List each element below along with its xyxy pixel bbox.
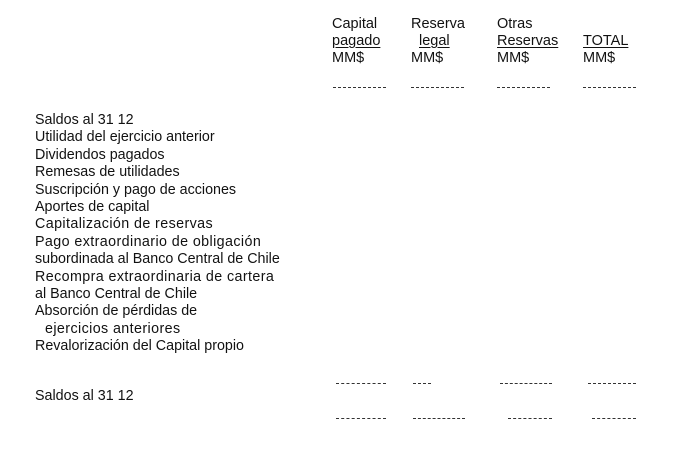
column-header-line1: Reserva [411,16,465,32]
column-header-capital-pagado [332,16,380,67]
bottom-rule-reserva [413,418,465,419]
column-header-unit: MM$ [411,50,444,66]
bottom-rule-capital [336,418,386,419]
row-label: Pago extraordinario de obligación [35,233,262,250]
column-header-line2: legal [419,33,450,49]
row-label: subordinada al Banco Central de Chile [35,251,280,268]
bottom-rule-total [592,418,636,419]
row-label: Capitalización de reservas [35,216,214,233]
column-header-line1: Otras [497,16,533,32]
column-header-line2: TOTAL [583,33,629,49]
bottom-rule-otras [508,418,552,419]
subtotal-rule-reserva [413,383,431,384]
final-row-label: Saldos al 31 12 [35,388,134,404]
row-label: Recompra extraordinaria de cartera [35,268,275,285]
row-label: Remesas de utilidades [35,164,180,181]
column-header-line2: pagado [332,33,381,49]
column-header-line1 [583,16,628,33]
column-header-unit: MM$ [497,50,530,66]
row-label: Suscripción y pago de acciones [35,181,237,198]
column-header-unit: MM$ [583,50,616,66]
column-header-otras-reservas [497,16,558,67]
row-label: Utilidad del ejercicio anterior [35,129,215,146]
row-label: al Banco Central de Chile [35,286,198,303]
row-label: Saldos al 31 12 [35,112,134,128]
column-header-line2: Reservas [497,33,559,49]
row-label: Revalorización del Capital propio [35,338,245,355]
row-label: Dividendos pagados [35,146,165,163]
subtotal-rule-otras [500,383,552,384]
row-label: Absorción de pérdidas de [35,303,198,320]
subtotal-rule-total [588,383,636,384]
header-rule-capital [333,87,386,88]
row-label: ejercicios anteriores [45,320,181,337]
header-rule-otras [497,87,550,88]
header-rule-total [583,87,636,88]
column-header-total [583,16,628,67]
column-header-unit: MM$ [332,50,365,66]
row-labels [35,112,280,356]
header-rule-reserva [411,87,464,88]
column-header-line1: Capital [332,16,378,32]
subtotal-rule-capital [336,383,386,384]
column-header-reserva-legal [411,16,465,67]
row-label: Aportes de capital [35,199,150,216]
